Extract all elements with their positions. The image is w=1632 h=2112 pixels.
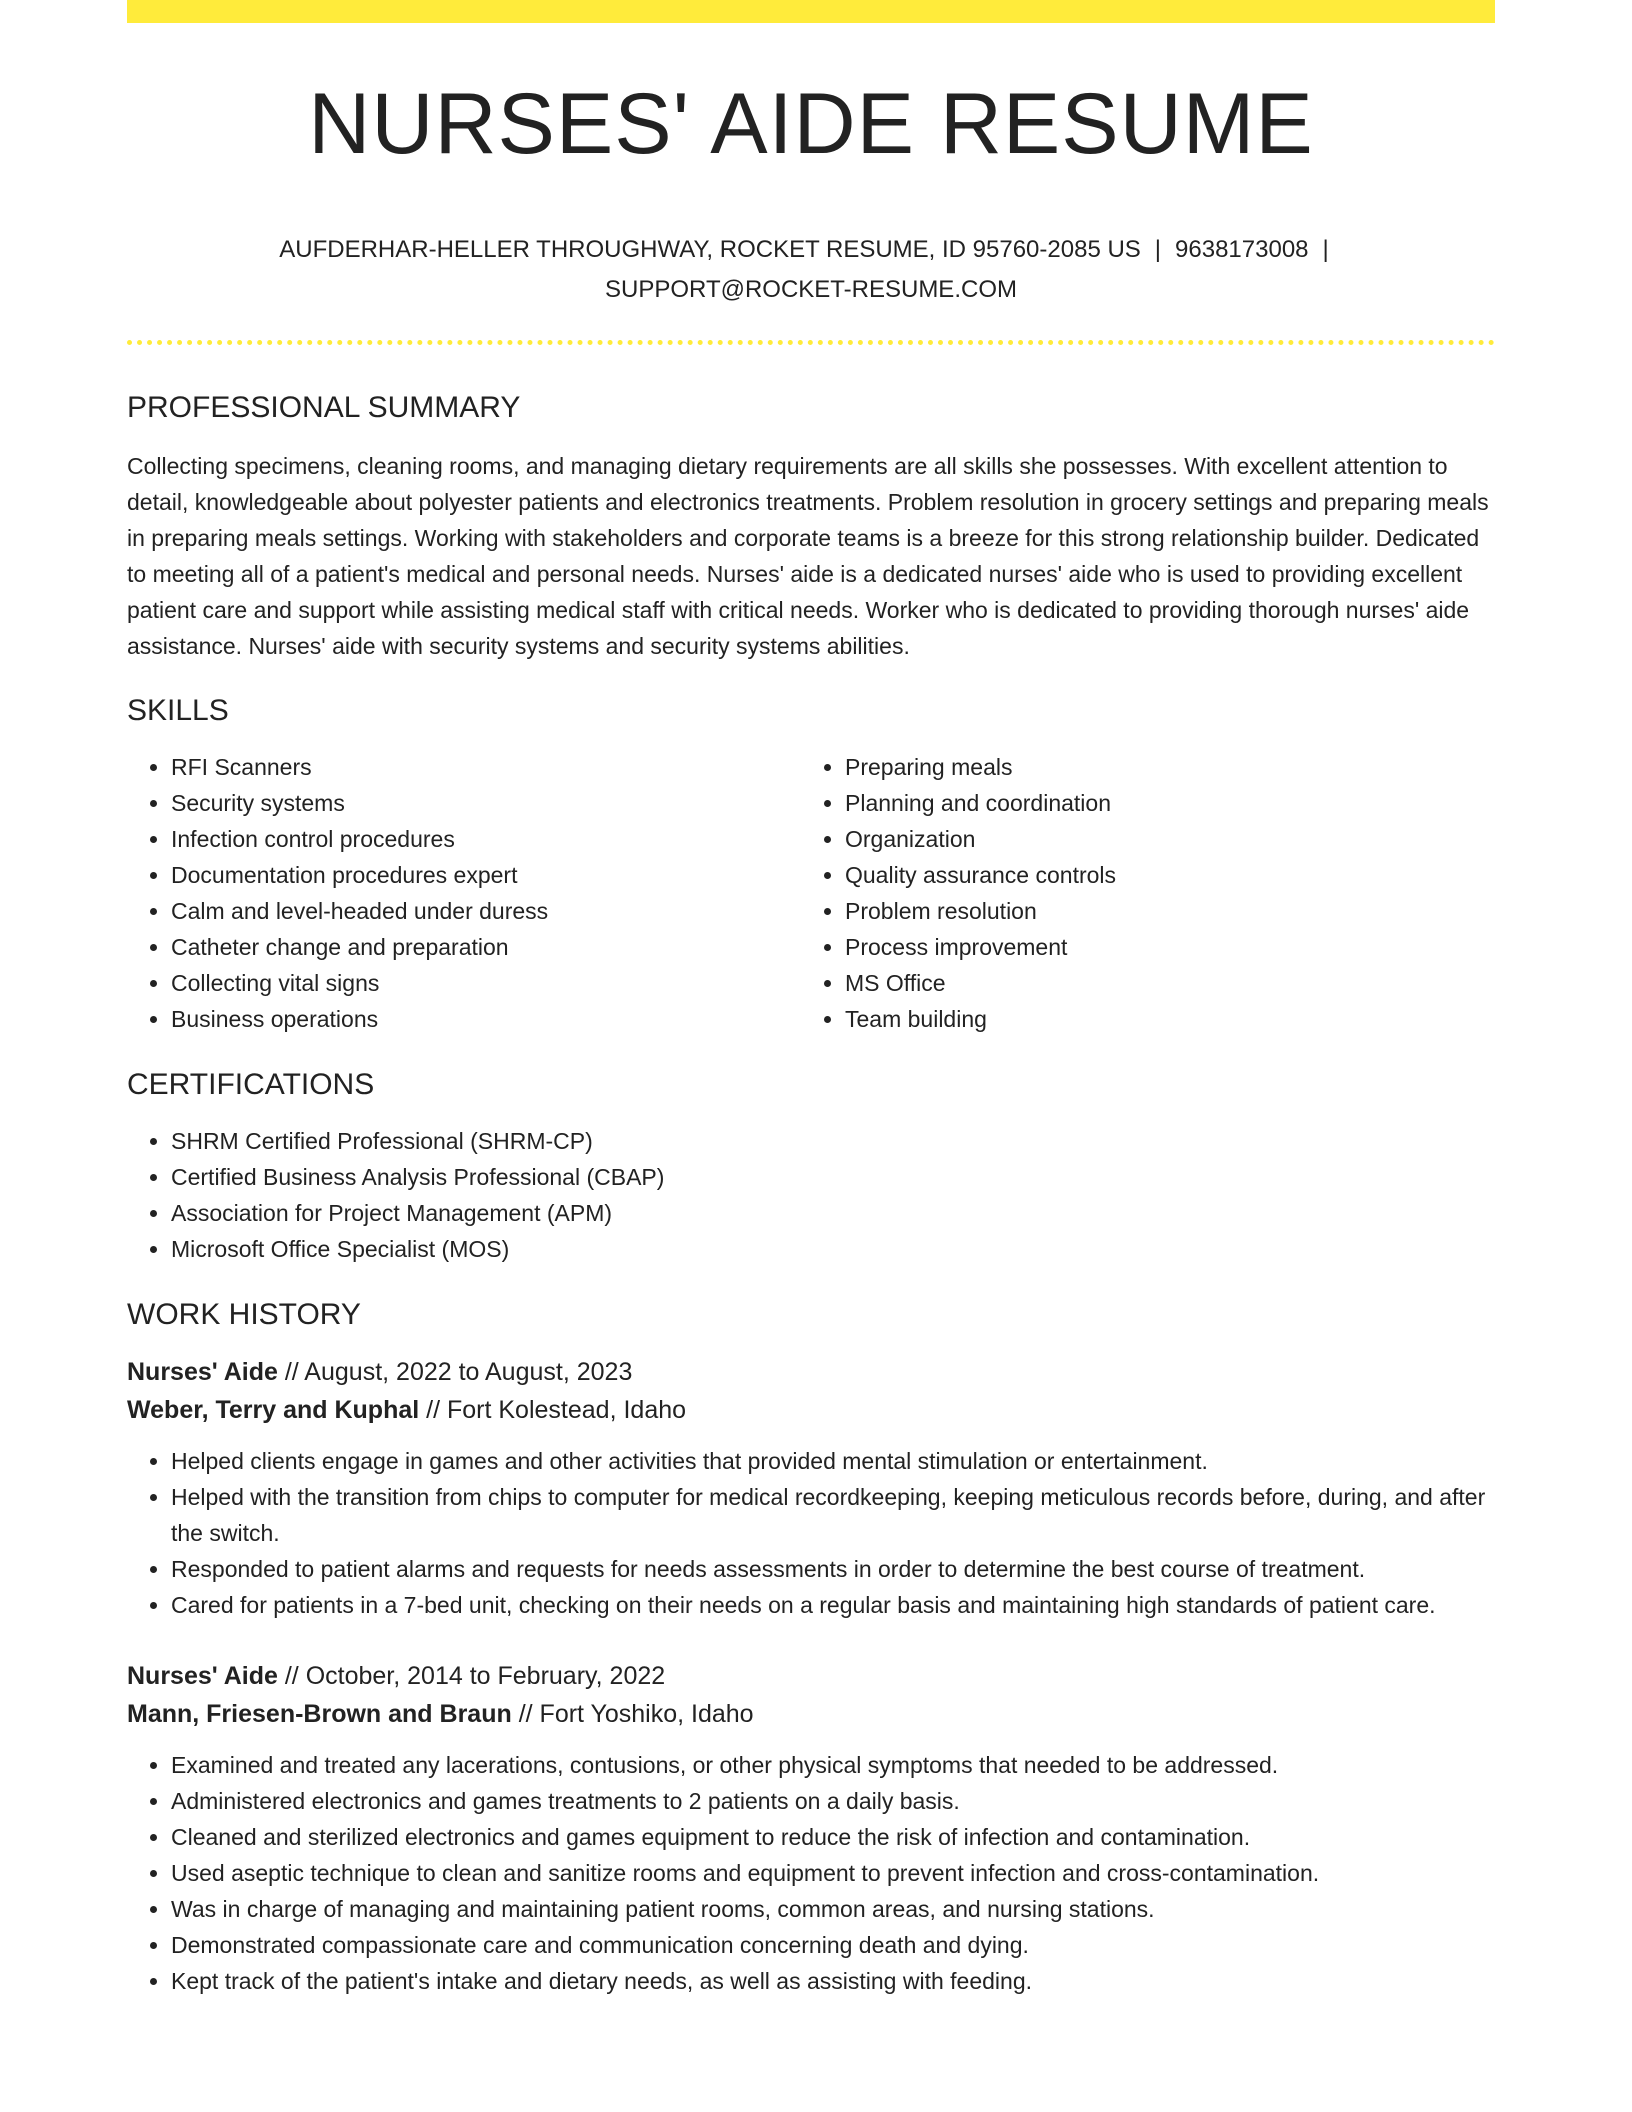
skill-item: • Planning and coordination [845,785,1475,821]
skill-item: • Catheter change and preparation [171,929,801,965]
skills-heading: SKILLS [127,694,229,727]
job-employer-line [127,1695,1495,1733]
job-role-line [127,1657,1495,1695]
top-accent-bar [127,0,1495,23]
job-dates: // August, 2022 to August, 2023 [277,1358,633,1386]
skills-grid [127,749,1495,1037]
skill-item: • Security systems [171,785,801,821]
skill-item: • Organization [845,821,1475,857]
skills-column-left [127,749,801,1037]
header-divider [127,340,1495,345]
job-bullet: • Helped clients engage in games and other activities that provided mental stimulation or entertainment. [171,1443,1495,1479]
certification-item: • SHRM Certified Professional (SHRM-CP) [171,1123,1495,1159]
skill-item: • MS Office [845,965,1475,1001]
job-bullet: • Demonstrated compassionate care and communication concerning death and dying. [171,1927,1495,1963]
job-bullet: • Administered electronics and games treatments to 2 patients on a daily basis. [171,1783,1495,1819]
work-history-heading: WORK HISTORY [127,1298,361,1331]
job-bullet: • Cleaned and sterilized electronics and games equipment to reduce the risk of infection and contamination. [171,1819,1495,1855]
job-bullet: • Cared for patients in a 7-bed unit, checking on their needs on a regular basis and maintaining high standards of patient care. [171,1587,1495,1623]
address: AUFDERHAR-HELLER THROUGHWAY, ROCKET RESUME, ID 95760-2085 US [279,236,1141,263]
skill-item: • Team building [845,1001,1475,1037]
job-entry [127,1353,1495,1623]
skill-item: • Problem resolution [845,893,1475,929]
skill-item: • RFI Scanners [171,749,801,785]
skills-column-right [801,749,1475,1037]
job-bullet: • Used aseptic technique to clean and sanitize rooms and equipment to prevent infection and cross-contamination. [171,1855,1495,1891]
certification-item: • Association for Project Management (APM) [171,1195,1495,1231]
job-bullets [127,1443,1495,1623]
job-role: Nurses' Aide [127,1358,278,1386]
skill-item: • Business operations [171,1001,801,1037]
certifications-list [127,1123,1495,1267]
skill-item: • Infection control procedures [171,821,801,857]
job-bullets [127,1747,1495,1999]
certification-item: • Microsoft Office Specialist (MOS) [171,1231,1495,1267]
skill-item: • Calm and level-headed under duress [171,893,801,929]
job-bullet: • Helped with the transition from chips to computer for medical recordkeeping, keeping meticulous records before, during, and after the switch. [171,1479,1495,1551]
job-role: Nurses' Aide [127,1662,278,1690]
summary-heading: PROFESSIONAL SUMMARY [127,391,521,424]
job-location: // Fort Yoshiko, Idaho [511,1700,754,1728]
skill-item: • Preparing meals [845,749,1475,785]
contact-separator: | [1154,236,1162,263]
skill-item: • Quality assurance controls [845,857,1475,893]
job-role-line [127,1353,1495,1391]
summary-text: Collecting specimens, cleaning rooms, and managing dietary requirements are all skills she possesses. With excellent attention to detail, knowledgeable about polyester patients and electronics treatments. Problem resolution in grocery settings and preparing meals in preparing meals settings. Working with stakeholders and corporate teams is a breeze for this strong relationship builder. Dedicated to meeting all of a patient's medical and personal needs. Nurses' aide is a dedicated nurses' aide who is used to providing excellent patient care and support while assisting medical staff with critical needs. Worker who is dedicated to providing thorough nurses' aide assistance. Nurses' aide with security systems and security systems abilities. [127,453,1489,659]
skill-item: • Documentation procedures expert [171,857,801,893]
email: SUPPORT@ROCKET-RESUME.COM [605,276,1017,303]
job-bullet: • Kept track of the patient's intake and dietary needs, as well as assisting with feeding. [171,1963,1495,1999]
job-entry [127,1657,1495,1999]
certifications-heading: CERTIFICATIONS [127,1068,375,1101]
job-bullet: • Examined and treated any lacerations, contusions, or other physical symptoms that needed to be addressed. [171,1747,1495,1783]
job-location: // Fort Kolestead, Idaho [419,1396,687,1424]
phone: 9638173008 [1175,236,1309,263]
job-bullet: • Responded to patient alarms and requests for needs assessments in order to determine the best course of treatment. [171,1551,1495,1587]
job-employer: Mann, Friesen-Brown and Braun [127,1700,512,1728]
job-bullet: • Was in charge of managing and maintaining patient rooms, common areas, and nursing stations. [171,1891,1495,1927]
resume-title: NURSES' AIDE RESUME [308,76,1314,172]
job-dates: // October, 2014 to February, 2022 [277,1662,666,1690]
job-employer-line [127,1391,1495,1429]
contact-separator: | [1322,236,1329,263]
contact-info [127,230,1495,310]
certification-item: • Certified Business Analysis Professional (CBAP) [171,1159,1495,1195]
resume-page [127,0,1495,1999]
skill-item: • Process improvement [845,929,1475,965]
job-employer: Weber, Terry and Kuphal [127,1396,420,1424]
skill-item: • Collecting vital signs [171,965,801,1001]
